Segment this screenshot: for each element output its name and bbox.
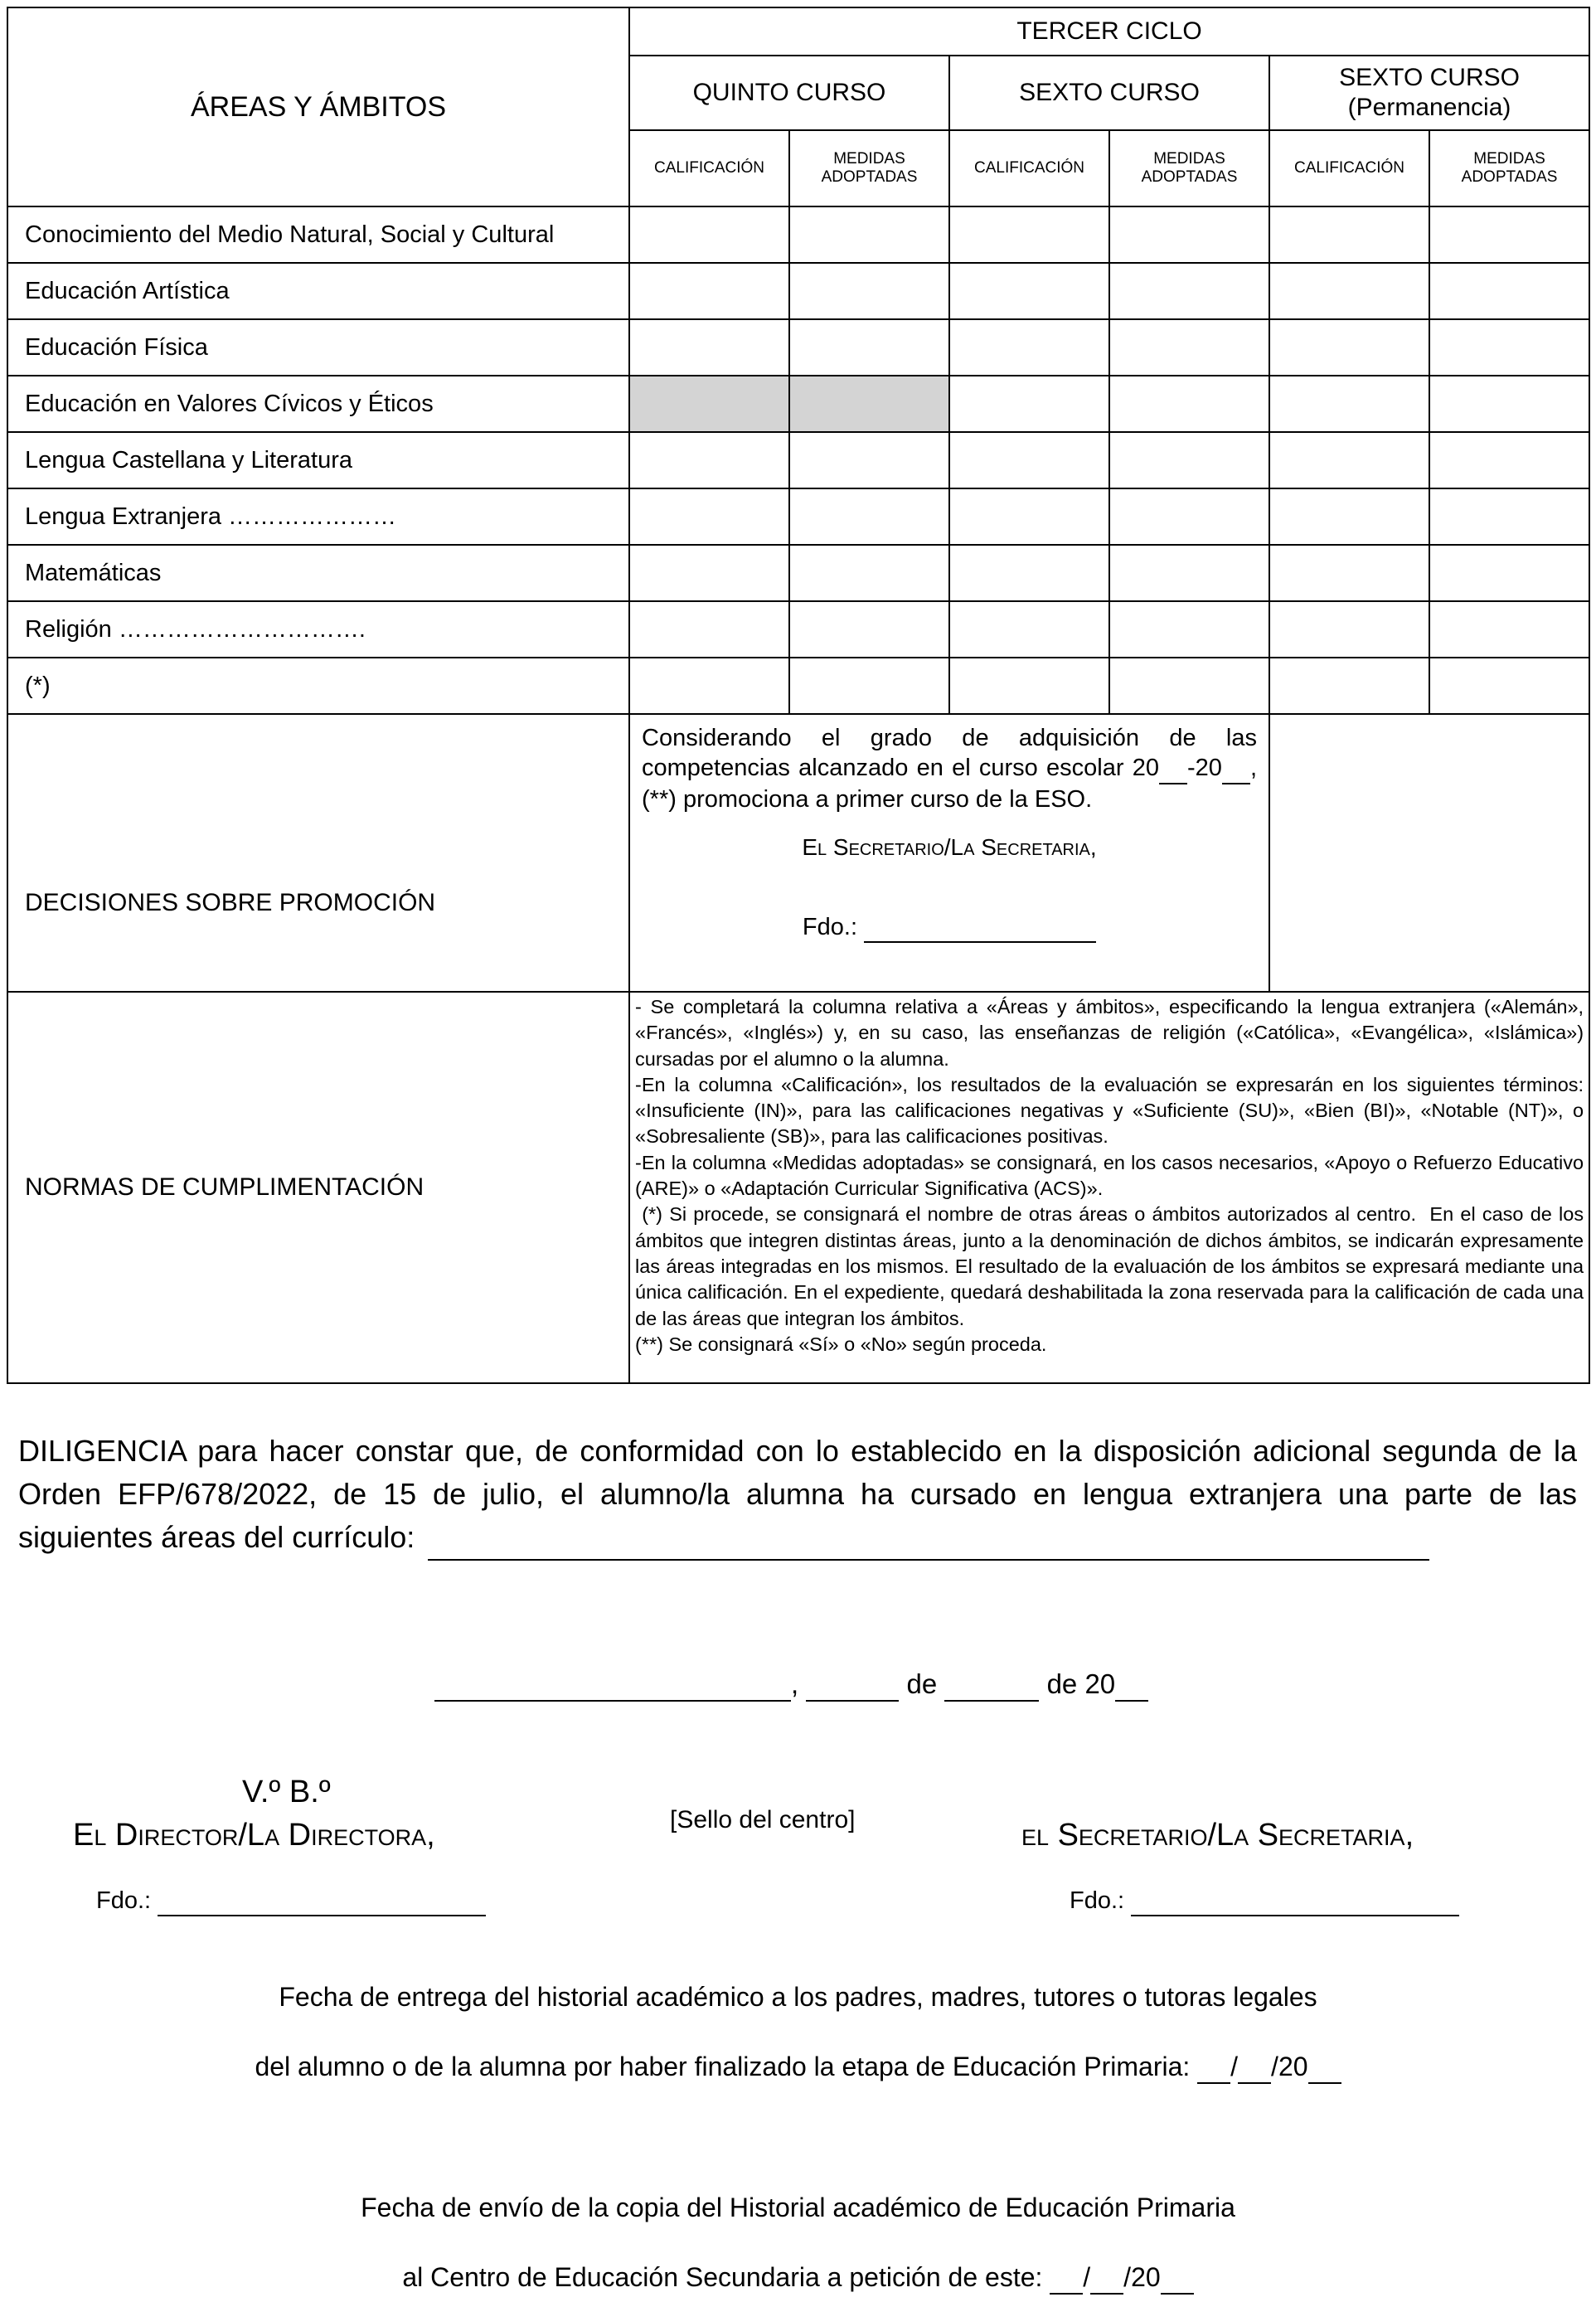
year-field-2[interactable]: [1222, 753, 1250, 784]
table-row: [7, 432, 1589, 488]
decision-signature-field[interactable]: [864, 914, 1096, 943]
grade-cell[interactable]: [1109, 545, 1269, 601]
decisions-row: [7, 714, 1589, 992]
academic-record-table: [7, 7, 1590, 1384]
decision-empty-cell[interactable]: [1269, 714, 1589, 992]
grade-cell[interactable]: [1429, 432, 1589, 488]
year-field[interactable]: [1115, 1668, 1148, 1702]
grade-cell[interactable]: [949, 319, 1109, 376]
area-label: Conocimiento del Medio Natural, Social y Cultural: [7, 206, 629, 263]
subheader-calificacion-2: CALIFICACIÓN: [949, 130, 1109, 206]
subheader-calificacion-3: CALIFICACIÓN: [1269, 130, 1429, 206]
grade-cell[interactable]: [949, 488, 1109, 545]
table-row: [7, 206, 1589, 263]
grade-cell[interactable]: [949, 263, 1109, 319]
grade-cell[interactable]: [949, 545, 1109, 601]
norm-item: - Se completará la columna relativa a «Áreas y ámbitos», especificando la lengua extranjera («Alemán», «Francés», «Inglés») y, en su caso, las enseñanzas de religión («Católica», «Evangélica», «Islámica») cursadas por el alumno o la alumna.: [635, 996, 1584, 1070]
norms-text: [629, 992, 1589, 1383]
subheader-calificacion-1: CALIFICACIÓN: [629, 130, 789, 206]
grade-cell[interactable]: [789, 601, 949, 658]
area-label: Lengua Extranjera …………………: [7, 488, 629, 545]
grade-cell[interactable]: [789, 658, 949, 714]
grade-cell[interactable]: [1429, 206, 1589, 263]
grade-cell[interactable]: [949, 432, 1109, 488]
subheader-medidas-3: MEDIDAS ADOPTADAS: [1429, 130, 1589, 206]
grade-cell[interactable]: [629, 432, 789, 488]
norms-row: [7, 992, 1589, 1383]
grade-cell[interactable]: [1109, 319, 1269, 376]
grade-cell[interactable]: [1269, 432, 1429, 488]
grade-cell[interactable]: [949, 601, 1109, 658]
day-field[interactable]: [806, 1668, 899, 1702]
grade-cell[interactable]: [1109, 376, 1269, 432]
delivery-month-field[interactable]: [1238, 2052, 1271, 2084]
place-field[interactable]: [434, 1668, 791, 1702]
director-label: El Director/La Directora,: [73, 1818, 435, 1853]
grade-cell[interactable]: [1269, 658, 1429, 714]
month-field[interactable]: [944, 1668, 1039, 1702]
subheader-medidas-2: MEDIDAS ADOPTADAS: [1109, 130, 1269, 206]
sending-line1: Fecha de envío de la copia del Historial académico de Educación Primaria: [361, 2193, 1235, 2222]
area-label: Lengua Castellana y Literatura: [7, 432, 629, 488]
area-label: Religión ………………………….: [7, 601, 629, 658]
table-row: [7, 658, 1589, 714]
disabled-grade-cell: [789, 376, 949, 432]
table-row: [7, 545, 1589, 601]
grade-cell[interactable]: [789, 206, 949, 263]
sending-year-field[interactable]: [1161, 2262, 1194, 2295]
grade-cell[interactable]: [1429, 658, 1589, 714]
grade-cell[interactable]: [1109, 658, 1269, 714]
grade-cell[interactable]: [1429, 601, 1589, 658]
grade-cell[interactable]: [789, 488, 949, 545]
table-row: [7, 319, 1589, 376]
decision-cell: [629, 714, 1269, 992]
delivery-year-field[interactable]: [1308, 2052, 1341, 2084]
grade-cell[interactable]: [1109, 206, 1269, 263]
diligencia-text: DILIGENCIA para hacer constar que, de conformidad con lo establecido en la disposición adicional segunda de la Orden EFP/678/2022, de 15 de julio, el alumno/la alumna ha cursado en lengua extranjera una parte de las siguientes áreas del currículo:: [18, 1430, 1577, 1561]
table-row: [7, 376, 1589, 432]
grade-cell[interactable]: [949, 376, 1109, 432]
grade-cell[interactable]: [1269, 376, 1429, 432]
grade-cell[interactable]: [789, 263, 949, 319]
sello-label: [Sello del centro]: [670, 1806, 856, 1833]
norm-item: -En la columna «Medidas adoptadas» se consignará, en los casos necesarios, «Apoyo o Refuerzo Educativo (ARE)» o «Adaptación Curricular Significativa (ACS)».: [635, 1151, 1584, 1200]
area-label: (*): [7, 658, 629, 714]
decisions-label: DECISIONES SOBRE PROMOCIÓN: [7, 714, 629, 992]
delivery-day-field[interactable]: [1197, 2052, 1230, 2084]
area-label: Educación Artística: [7, 263, 629, 319]
fdo-left: Fdo.:: [96, 1887, 486, 1916]
grade-cell[interactable]: [1269, 545, 1429, 601]
table-row: [7, 263, 1589, 319]
decision-secretary-label: El Secretario/La Secretaria,: [802, 834, 1097, 860]
table-row: [7, 488, 1589, 545]
grade-cell[interactable]: [949, 658, 1109, 714]
grade-cell[interactable]: [1109, 601, 1269, 658]
course-sexto-permanencia-header: [1269, 56, 1589, 130]
grade-cell[interactable]: [1109, 488, 1269, 545]
course-sexto-label: SEXTO CURSO: [1339, 64, 1520, 91]
secretary-signature-field[interactable]: [1131, 1887, 1459, 1916]
norm-item: -En la columna «Calificación», los resultados de la evaluación se expresarán en los siguientes términos: «Insuficiente (IN)», para las calificaciones negativas y «Suficiente (SU)», «Bien (BI)», «Notable (NT)», o «Sobresaliente (SB)», para las calificaciones positivas.: [635, 1073, 1584, 1148]
grade-cell[interactable]: [1269, 206, 1429, 263]
grade-cell[interactable]: [629, 319, 789, 376]
fdo-right: Fdo.:: [1070, 1887, 1459, 1916]
decision-text: Considerando el grado de adquisición de las competencias alcanzado en el curso escolar 20 -20 , (**) promociona a primer curso de la ESO.: [642, 725, 1257, 813]
grade-cell[interactable]: [1269, 601, 1429, 658]
areas-header: ÁREAS Y ÁMBITOS: [7, 7, 629, 206]
delivery-line2: del alumno o de la alumna por haber finalizado la etapa de Educación Primaria: / /20: [0, 2052, 1596, 2084]
grade-cell[interactable]: [629, 545, 789, 601]
area-label: Matemáticas: [7, 545, 629, 601]
course-sexto-header: SEXTO CURSO: [949, 56, 1269, 130]
grade-cell[interactable]: [1109, 432, 1269, 488]
norm-item: (*) Si procede, se consignará el nombre de otras áreas o ámbitos autorizados al centro. En el caso de los ámbitos que integren distintas áreas, junto a la denominación de dichos ámbitos, se indicarán expresamente las áreas integradas en los mismos. El resultado de la evaluación de los ámbitos se expresará mediante una única calificación. En el expediente, quedará deshabilitada la zona reservada para la calificación de cada una de las áreas que integran los ámbitos.: [635, 1203, 1589, 1329]
sending-day-field[interactable]: [1050, 2262, 1083, 2295]
grade-cell[interactable]: [1429, 488, 1589, 545]
cycle-header: TERCER CICLO: [629, 7, 1589, 56]
grade-cell[interactable]: [629, 206, 789, 263]
grade-cell[interactable]: [1269, 319, 1429, 376]
permanencia-label: (Permanencia): [1347, 94, 1511, 121]
grade-cell[interactable]: [1429, 263, 1589, 319]
year-field-1[interactable]: [1159, 753, 1187, 784]
table-row: [7, 601, 1589, 658]
grade-cell[interactable]: [1429, 545, 1589, 601]
area-label: Educación Física: [7, 319, 629, 376]
grade-cell[interactable]: [1429, 319, 1589, 376]
sending-month-field[interactable]: [1090, 2262, 1123, 2295]
delivery-line1: Fecha de entrega del historial académico a los padres, madres, tutores o tutoras legales: [279, 1982, 1317, 2012]
grade-cell[interactable]: [1269, 488, 1429, 545]
grade-cell[interactable]: [949, 206, 1109, 263]
director-signature-field[interactable]: [158, 1887, 486, 1916]
grade-cell[interactable]: [1429, 376, 1589, 432]
sending-line2: al Centro de Educación Secundaria a petición de este: / /20: [0, 2262, 1596, 2295]
course-quinto-header: QUINTO CURSO: [629, 56, 949, 130]
grade-cell[interactable]: [789, 545, 949, 601]
norms-label: NORMAS DE CUMPLIMENTACIÓN: [7, 992, 629, 1383]
grade-cell[interactable]: [629, 601, 789, 658]
norm-item: (**) Se consignará «Sí» o «No» según proceda.: [635, 1333, 1047, 1355]
grade-cell[interactable]: [629, 488, 789, 545]
grade-cell[interactable]: [1269, 263, 1429, 319]
grade-cell[interactable]: [1109, 263, 1269, 319]
grade-cell[interactable]: [789, 319, 949, 376]
vobo-label: V.º B.º: [242, 1775, 331, 1809]
disabled-grade-cell: [629, 376, 789, 432]
diligencia-field[interactable]: [428, 1516, 1429, 1561]
grade-cell[interactable]: [629, 263, 789, 319]
subheader-medidas-1: MEDIDAS ADOPTADAS: [789, 130, 949, 206]
grade-cell[interactable]: [789, 432, 949, 488]
secretario-label: el Secretario/La Secretaria,: [1021, 1818, 1414, 1853]
decision-signature: Fdo.:: [642, 914, 1257, 943]
date-line: , de de 20: [434, 1668, 1148, 1702]
area-label: Educación en Valores Cívicos y Éticos: [7, 376, 629, 432]
grade-cell[interactable]: [629, 658, 789, 714]
